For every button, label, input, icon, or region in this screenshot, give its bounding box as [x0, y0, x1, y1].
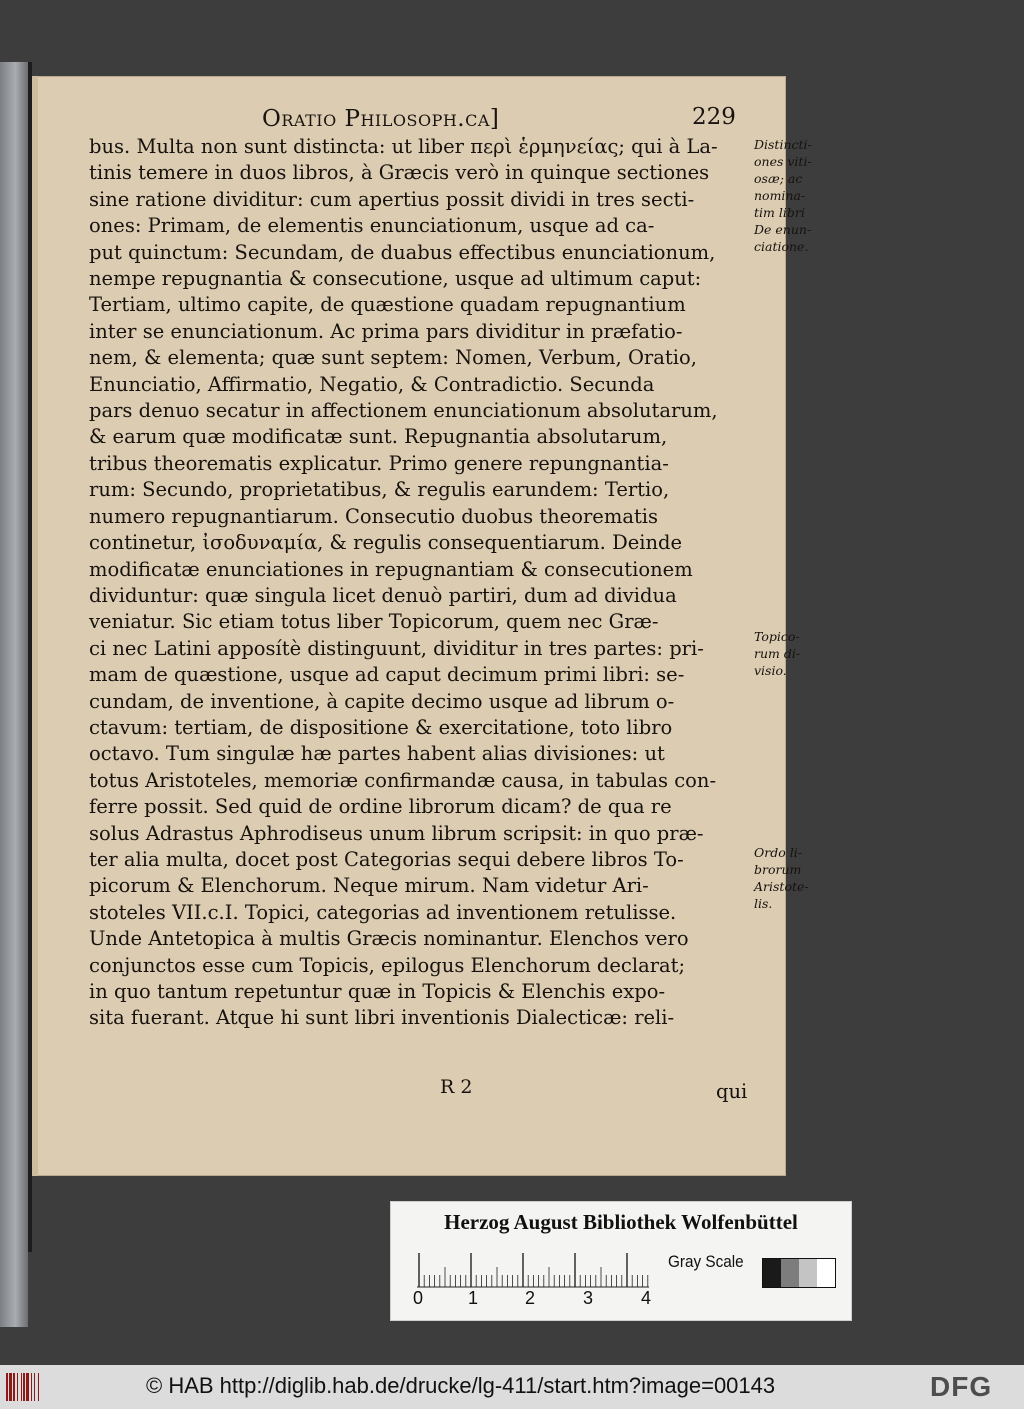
barcode-stripe: [26, 1373, 29, 1401]
text-line: stoteles VII.c.I. Topici, categorias ad inventionem retulisse.: [89, 900, 677, 924]
text-line: picorum & Elenchorum. Neque mirum. Nam videtur Ari-: [89, 874, 649, 898]
text-line: bus. Multa non sunt distincta: ut liber περὶ ἑρμηνείας; qui à La-: [89, 135, 718, 158]
margin-note-line: osæ; ac: [754, 171, 803, 186]
text-line: ter alia multa, docet post Categorias sequi debere libros To-: [89, 847, 684, 871]
library-name: Herzog August Bibliothek Wolfenbüttel: [444, 1210, 798, 1234]
text-line: solus Adrastus Aphrodiseus unum librum scripsit: in quo præ-: [89, 821, 704, 845]
barcode-stripe: [31, 1373, 32, 1401]
text-line: Enunciatio, Affirmatio, Negatio, & Contradictio. Secunda: [89, 372, 655, 396]
text-line: continetur, ἰσοδυναμία, & regulis consequentiarum. Deinde: [89, 531, 683, 555]
text-line: in quo tantum repetuntur quæ in Topicis & Elenchis expo-: [89, 980, 666, 1003]
margin-note-line: Topico-: [754, 629, 800, 644]
text-line: conjunctos esse cum Topicis, epilogus Elenchorum declarat;: [89, 953, 686, 977]
text-line: tinis temere in duos libros, à Græcis verò in quinque sectiones: [89, 161, 710, 185]
text-line: ferre possit. Sed quid de ordine librorum dicam? de qua re: [89, 795, 672, 819]
text-line: octavo. Tum singulæ hæ partes habent alias divisiones: ut: [89, 742, 665, 766]
margin-note-line: brorum: [754, 862, 802, 877]
swatch-light-gray: [799, 1259, 817, 1287]
margin-note-line: Ordo li-: [754, 845, 802, 860]
text-line: modificatæ enunciationes in repugnantiam & consecutionem: [89, 557, 693, 581]
margin-note-line: De enun-: [754, 222, 812, 237]
page-gutter: [32, 76, 38, 1176]
barcode-stripe: [38, 1373, 39, 1401]
text-line: nem, & elementa; quæ sunt septem: Nomen, Verbum, Oratio,: [89, 346, 697, 370]
text-line: tribus theorematis explicatur. Primo genere repungnantia-: [89, 451, 669, 475]
margin-note-line: ones viti-: [754, 154, 812, 169]
scale-label-1: 1: [468, 1288, 479, 1308]
margin-note-line: Distincti-: [754, 137, 812, 152]
running-head: Oratio Philosoph.ca]: [262, 106, 500, 132]
grayscale-label: Gray Scale: [668, 1252, 744, 1271]
text-line: rum: Secundo, proprietatibus, & regulis earundem: Tertio,: [89, 478, 670, 502]
barcode-stripe: [9, 1373, 12, 1401]
swatch-black: [763, 1259, 781, 1287]
text-line: inter se enunciationum. Ac prima pars dividitur in præfatio-: [89, 319, 683, 343]
text-line: mam de quæstione, usque ad caput decimum primi libri: se-: [89, 663, 685, 687]
text-line: totus Aristoteles, memoriæ confirmandæ causa, in tabulas con-: [89, 768, 717, 792]
margin-note-ordo: [754, 844, 809, 912]
barcode-stripe: [13, 1373, 15, 1401]
swatch-dark-gray: [781, 1259, 799, 1287]
margin-note-line: visio.: [754, 663, 787, 678]
margin-note-line: ciatione.: [754, 239, 809, 254]
margin-note-line: lis.: [754, 896, 773, 911]
margin-note-line: nomina-: [754, 188, 806, 203]
gray-swatches: [762, 1258, 836, 1288]
book-edge: [0, 62, 28, 1327]
body-text: [89, 134, 765, 1032]
text-line: numero repugnantiarum. Consecutio duobus theorematis: [89, 504, 659, 528]
text-line: ctavum: tertiam, de dispositione & exercitatione, toto libro: [89, 715, 673, 739]
margin-note-line: tim libri: [754, 205, 805, 220]
text-line: ci nec Latini apposítè distinguunt, dividitur in tres partes: pri-: [89, 636, 704, 660]
text-line: dividuntur: quæ singula licet denuò partiri, dum ad dividua: [89, 583, 677, 607]
margin-note-distinctiones: [754, 136, 812, 255]
text-line: cundam, de inventione, à capite decimo usque ad librum o-: [89, 689, 675, 713]
footer-bar: [0, 1365, 1024, 1409]
signature-mark: R 2: [440, 1076, 473, 1098]
text-line: nempe repugnantia & consecutione, usque ad ultimum caput:: [89, 267, 702, 291]
text-line: Tertiam, ultimo capite, de quæstione quadam repugnantium: [89, 293, 686, 317]
scale-label-4: 4: [641, 1288, 652, 1308]
text-line: sita fuerant. Atque hi sunt libri inventionis Dialecticæ: reli-: [89, 1006, 675, 1030]
dfg-logo: DFG: [930, 1371, 993, 1402]
scale-label-3: 3: [583, 1288, 594, 1308]
margin-note-line: rum di-: [754, 646, 801, 661]
barcode-stripe: [34, 1373, 35, 1401]
text-line: pars denuo secatur in affectionem enunciationum absolutarum,: [89, 399, 718, 423]
margin-note-topicorum: [754, 628, 800, 679]
barcode-stripe: [21, 1373, 22, 1401]
text-line: put quinctum: Secundam, de duabus effectibus enunciationum,: [89, 240, 716, 264]
book-page: [32, 76, 812, 1176]
text-line: veniatur. Sic etiam totus liber Topicorum, quem nec Græ-: [89, 610, 659, 634]
text-line: ones: Primam, de elementis enunciationum, usque ad ca-: [89, 214, 655, 238]
text-line: & earum quæ modificatæ sunt. Repugnantia absolutarum,: [89, 425, 668, 449]
swatch-white: [817, 1259, 835, 1287]
page-number: 229: [692, 104, 736, 130]
text-line: Unde Antetopica à multis Græcis nominantur. Elenchos vero: [89, 927, 689, 951]
barcode-stripe: [6, 1373, 8, 1401]
copyright-url[interactable]: © HAB http://diglib.hab.de/drucke/lg-411/start.htm?image=00143: [146, 1373, 776, 1398]
color-calibration-bar: [390, 1201, 852, 1321]
text-line: sine ratione dividitur: cum apertius possit dividi in tres secti-: [89, 187, 695, 211]
scale-label-2: 2: [525, 1288, 536, 1308]
barcode-icon: [6, 1373, 50, 1401]
ruler-scale: [417, 1252, 649, 1288]
scale-label-0: 0: [413, 1288, 424, 1308]
barcode-stripe: [23, 1373, 25, 1401]
margin-note-line: Aristote-: [754, 879, 809, 894]
catchword: qui: [716, 1080, 748, 1103]
barcode-stripe: [17, 1373, 18, 1401]
